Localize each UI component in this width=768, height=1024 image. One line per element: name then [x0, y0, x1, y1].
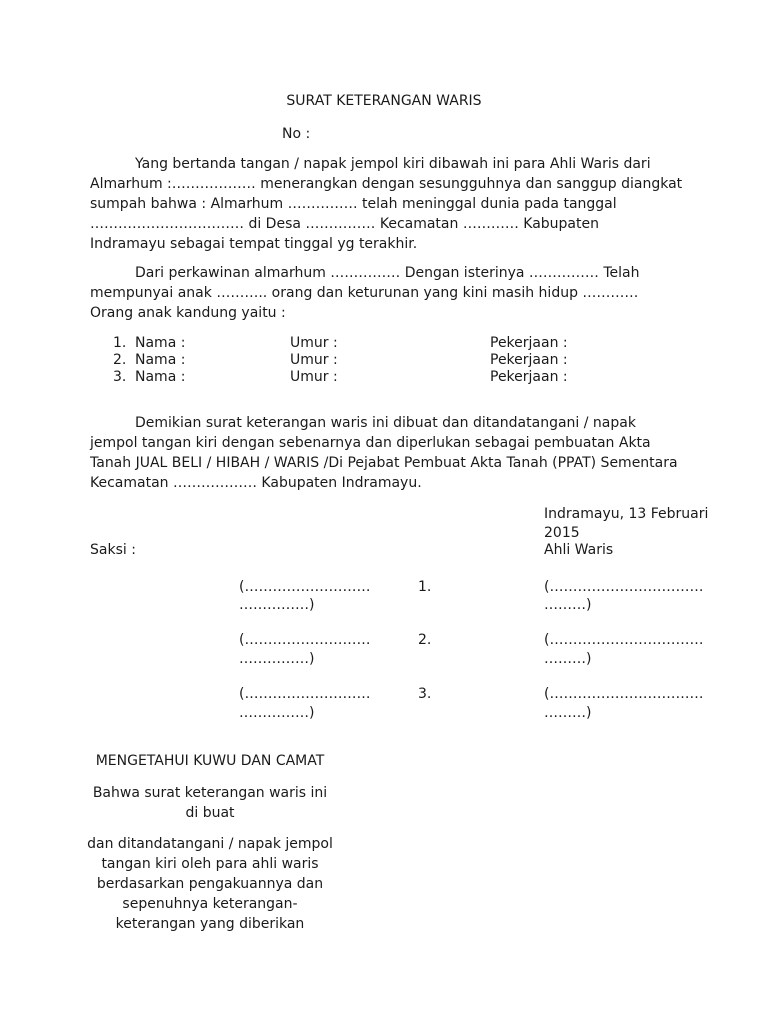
child-name-label: Nama : [135, 335, 186, 351]
closing-paragraph [90, 413, 710, 493]
paragraph-line: Tanah JUAL BELI / HIBAH / WARIS /Di Pejabat Pembuat Akta Tanah (PPAT) Sementara [90, 455, 678, 471]
heir-signature-line: (…………………………… [544, 579, 704, 595]
witness-signature-line: ……………) [239, 705, 315, 721]
paragraph-line: mempunyai anak ……….. orang dan keturunan yang kini masih hidup ………… [90, 285, 639, 301]
paragraph-line: jempol tangan kiri dengan sebenarnya dan diperlukan sebagai pembuatan Akta [90, 435, 651, 451]
child-name-label: Nama : [135, 352, 186, 368]
witness-signature-line: (……………………… [239, 579, 371, 595]
witness-signature-line: ……………) [239, 597, 315, 613]
heir-signature-line: ………) [544, 705, 592, 721]
approval-line: berdasarkan pengakuannya dan [96, 876, 324, 892]
heir-label: Ahli Waris [544, 542, 614, 558]
list-number: 1. [113, 335, 127, 351]
witness-label: Saksi : [90, 542, 136, 558]
document-number-label: No : [282, 126, 311, 142]
heir-signature-line: ………) [544, 651, 592, 667]
approval-line: keterangan yang diberikan [115, 916, 305, 932]
child-age-label: Umur : [290, 369, 338, 385]
approval-title [85, 751, 335, 771]
approval-statement-1 [85, 783, 335, 823]
heir-signature-line: (…………………………… [544, 686, 704, 702]
paragraph-line: Orang anak kandung yaitu : [90, 305, 286, 321]
list-number: 3. [113, 369, 127, 385]
signature-number: 1. [418, 579, 432, 595]
approval-line: tangan kiri oleh para ahli waris [101, 856, 319, 872]
signature-number: 2. [418, 632, 432, 648]
paragraph-line: sumpah bahwa : Almarhum …………… telah meninggal dunia pada tanggal [90, 196, 617, 212]
list-number: 2. [113, 352, 127, 368]
heir-signature-line: ………) [544, 597, 592, 613]
approval-title-text: MENGETAHUI KUWU DAN CAMAT [95, 753, 325, 769]
signature-number: 3. [418, 686, 432, 702]
paragraph-line: Yang bertanda tangan / napak jempol kiri dibawah ini para Ahli Waris dari [135, 156, 651, 172]
document-title: SURAT KETERANGAN WARIS [286, 93, 482, 109]
marriage-paragraph [90, 263, 690, 323]
child-age-label: Umur : [290, 335, 338, 351]
approval-line: di buat [185, 805, 235, 821]
paragraph-line: Kecamatan ……………… Kabupaten Indramayu. [90, 475, 422, 491]
child-age-label: Umur : [290, 352, 338, 368]
paragraph-line: Demikian surat keterangan waris ini dibuat dan ditandatangani / napak [135, 415, 636, 431]
witness-signature-line: (……………………… [239, 686, 371, 702]
child-job-label: Pekerjaan : [490, 352, 568, 368]
child-job-label: Pekerjaan : [490, 335, 568, 351]
paragraph-line: Almarhum :……………… menerangkan dengan sesungguhnya dan sanggup diangkat [90, 176, 683, 192]
date-line: Indramayu, 13 Februari [544, 506, 709, 522]
date-year: 2015 [544, 525, 580, 541]
witness-signature-line: (……………………… [239, 632, 371, 648]
witness-signature-line: ……………) [239, 651, 315, 667]
approval-line: dan ditandatangani / napak jempol [87, 836, 333, 852]
child-name-label: Nama : [135, 369, 186, 385]
approval-line: sepenuhnya keterangan- [122, 896, 298, 912]
approval-statement-2 [85, 834, 335, 934]
opening-paragraph [90, 154, 690, 254]
paragraph-line: …………………………… di Desa …………… Kecamatan ………… Kabupaten [90, 216, 599, 232]
child-job-label: Pekerjaan : [490, 369, 568, 385]
paragraph-line: Dari perkawinan almarhum …………… Dengan isterinya …………… Telah [135, 265, 640, 281]
approval-line: Bahwa surat keterangan waris ini [92, 785, 328, 801]
heir-signature-line: (…………………………… [544, 632, 704, 648]
paragraph-line: Indramayu sebagai tempat tinggal yg terakhir. [90, 236, 418, 252]
